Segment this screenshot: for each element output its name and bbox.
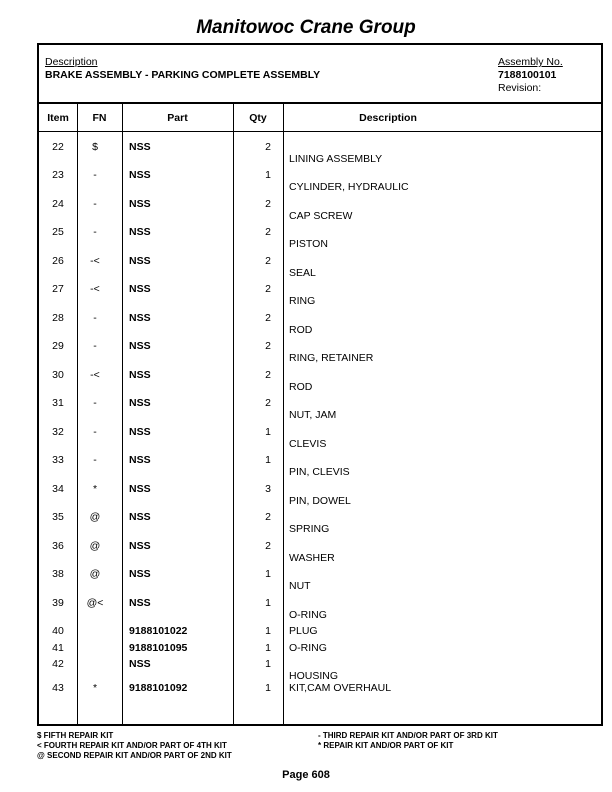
row-qty: 1: [265, 454, 271, 466]
row-fn: -: [93, 340, 97, 352]
row-item: 26: [52, 255, 64, 267]
row-description: NUT: [289, 580, 311, 592]
row-item: 39: [52, 597, 64, 609]
row-qty: 2: [265, 511, 271, 523]
row-fn: -: [93, 198, 97, 210]
row-qty: 2: [265, 369, 271, 381]
row-qty: 2: [265, 312, 271, 324]
legend-third-kit: - THIRD REPAIR KIT AND/OR PART OF 3RD KIT: [318, 731, 498, 740]
row-fn: -<: [90, 369, 100, 381]
row-part: NSS: [129, 283, 151, 295]
row-part: NSS: [129, 312, 151, 324]
row-part: NSS: [129, 540, 151, 552]
row-qty: 1: [265, 625, 271, 637]
row-part: NSS: [129, 369, 151, 381]
row-item: 27: [52, 283, 64, 295]
row-qty: 2: [265, 226, 271, 238]
row-fn: $: [92, 141, 98, 153]
row-description: RING, RETAINER: [289, 352, 374, 364]
col-header-description: Description: [359, 112, 417, 124]
row-description: RING: [289, 295, 316, 307]
company-title: Manitowoc Crane Group: [196, 17, 416, 38]
row-item: 41: [52, 642, 64, 654]
row-part: 9188101092: [129, 682, 188, 694]
row-description: SEAL: [289, 267, 316, 279]
row-qty: 1: [265, 568, 271, 580]
col-header-fn: FN: [92, 112, 107, 124]
row-description: ROD: [289, 381, 313, 393]
assembly-no-value: 7188100101: [498, 69, 557, 81]
row-description: O-RING: [289, 642, 327, 654]
row-part: NSS: [129, 483, 151, 495]
row-qty: 1: [265, 682, 271, 694]
row-item: 23: [52, 169, 64, 181]
row-part: NSS: [129, 340, 151, 352]
row-part: NSS: [129, 226, 151, 238]
row-fn: -: [93, 426, 97, 438]
assembly-description: BRAKE ASSEMBLY - PARKING COMPLETE ASSEMBLY: [45, 69, 321, 81]
col-header-item: Item: [47, 112, 69, 124]
row-part: NSS: [129, 426, 151, 438]
row-qty: 2: [265, 198, 271, 210]
row-part: NSS: [129, 658, 151, 670]
row-part: NSS: [129, 141, 151, 153]
row-item: 40: [52, 625, 64, 637]
row-item: 25: [52, 226, 64, 238]
row-description: LINING ASSEMBLY: [289, 153, 383, 165]
legend-fifth-kit: $ FIFTH REPAIR KIT: [37, 731, 114, 740]
row-qty: 2: [265, 540, 271, 552]
row-qty: 2: [265, 340, 271, 352]
row-item: 43: [52, 682, 64, 694]
row-qty: 2: [265, 397, 271, 409]
row-description: PIN, CLEVIS: [289, 466, 350, 478]
row-item: 29: [52, 340, 64, 352]
col-line-2: [122, 103, 123, 724]
row-item: 34: [52, 483, 64, 495]
row-item: 24: [52, 198, 64, 210]
row-item: 31: [52, 397, 64, 409]
row-fn: *: [92, 483, 98, 495]
row-fn: -<: [90, 283, 100, 295]
description-label: Description: [45, 56, 98, 68]
row-fn: *: [92, 682, 98, 694]
parts-table-frame: [37, 43, 603, 726]
row-item: 35: [52, 511, 64, 523]
row-part: 9188101022: [129, 625, 188, 637]
row-part: NSS: [129, 198, 151, 210]
row-description: PIN, DOWEL: [289, 495, 351, 507]
row-fn: @: [89, 540, 101, 552]
row-qty: 1: [265, 169, 271, 181]
row-item: 38: [52, 568, 64, 580]
col-header-part: Part: [167, 112, 188, 124]
col-line-1: [77, 103, 78, 724]
row-part: NSS: [129, 169, 151, 181]
row-item: 30: [52, 369, 64, 381]
legend-repair-kit: * REPAIR KIT AND/OR PART OF KIT: [318, 741, 454, 750]
row-part: NSS: [129, 568, 151, 580]
row-description: O-RING: [289, 609, 327, 621]
row-qty: 2: [265, 283, 271, 295]
row-part: NSS: [129, 454, 151, 466]
row-part: NSS: [129, 597, 151, 609]
row-fn: @<: [86, 597, 104, 609]
row-description: CLEVIS: [289, 438, 327, 450]
row-fn: -: [93, 226, 97, 238]
row-part: NSS: [129, 397, 151, 409]
row-description: KIT,CAM OVERHAUL: [289, 682, 392, 694]
row-qty: 2: [265, 255, 271, 267]
row-part: NSS: [129, 511, 151, 523]
row-item: 22: [52, 141, 64, 153]
row-fn: @: [89, 511, 101, 523]
page-number: Page 608: [282, 769, 330, 781]
row-description: HOUSING: [289, 670, 339, 682]
row-description: PLUG: [289, 625, 318, 637]
row-fn: -<: [90, 255, 100, 267]
row-item: 32: [52, 426, 64, 438]
row-description: WASHER: [289, 552, 335, 564]
row-part: 9188101095: [129, 642, 188, 654]
row-item: 28: [52, 312, 64, 324]
row-qty: 1: [265, 426, 271, 438]
row-qty: 1: [265, 642, 271, 654]
row-qty: 3: [265, 483, 271, 495]
row-description: NUT, JAM: [289, 409, 337, 421]
row-description: SPRING: [289, 523, 330, 535]
revision-label: Revision:: [498, 82, 542, 94]
assembly-no-label: Assembly No.: [498, 56, 563, 68]
row-fn: -: [93, 169, 97, 181]
row-item: 42: [52, 658, 64, 670]
row-description: ROD: [289, 324, 313, 336]
row-item: 33: [52, 454, 64, 466]
row-fn: @: [89, 568, 101, 580]
row-fn: -: [93, 454, 97, 466]
row-description: CAP SCREW: [289, 210, 353, 222]
legend-second-kit: @ SECOND REPAIR KIT AND/OR PART OF 2ND KIT: [37, 751, 232, 760]
col-line-4: [283, 103, 284, 724]
row-fn: -: [93, 312, 97, 324]
row-fn: -: [93, 397, 97, 409]
row-qty: 1: [265, 658, 271, 670]
row-qty: 1: [265, 597, 271, 609]
row-description: CYLINDER, HYDRAULIC: [289, 181, 409, 193]
column-header-divider: [39, 131, 601, 132]
row-description: PISTON: [289, 238, 328, 250]
row-qty: 2: [265, 141, 271, 153]
row-part: NSS: [129, 255, 151, 267]
col-header-qty: Qty: [249, 112, 267, 124]
header-divider: [39, 102, 601, 104]
row-item: 36: [52, 540, 64, 552]
legend-fourth-kit: < FOURTH REPAIR KIT AND/OR PART OF 4TH KIT: [37, 741, 227, 750]
